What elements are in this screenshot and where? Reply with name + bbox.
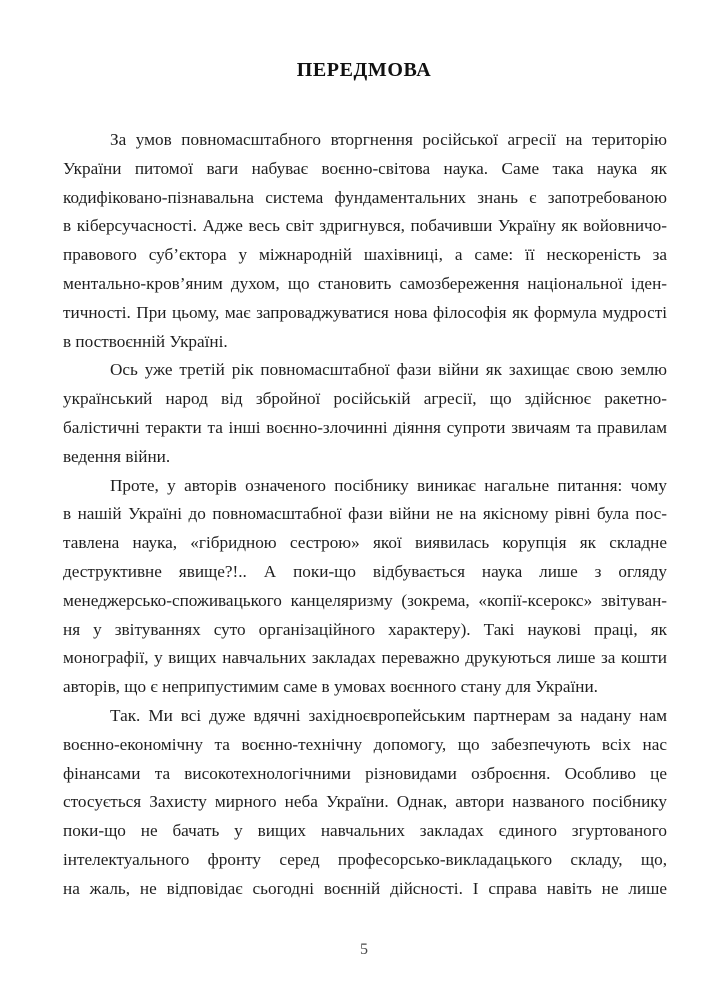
text-line: кодифіковано-пізнавальна система фундаментальних знань є запотребованою <box>63 187 667 207</box>
paragraph <box>63 702 667 904</box>
text-line: ня у звітуваннях суто організаційного характеру). Такі наукові праці, як <box>63 619 667 639</box>
text-line: Проте, у авторів означеного посібнику виникає нагальне питання: чому <box>110 475 667 495</box>
text-line: За умов повномасштабного вторгнення російської агресії на територію <box>110 130 667 149</box>
paragraph <box>63 126 667 356</box>
text-line: деструктивне явище?!.. А поки-що відбувається наука лише з огляду <box>63 561 667 581</box>
text-line: тавлена наука, «гібридною сестрою» якої виявилась корупція як складне <box>63 533 667 553</box>
text-line: Так. Ми всі дуже вдячні західноєвропейським партнерам за надану нам <box>110 705 667 725</box>
text-line: правового суб’єктора у міжнародній шахівниці, а саме: її нескореність за <box>63 245 667 265</box>
page-number: 5 <box>360 941 368 958</box>
text-line: України питомої ваги набуває воєнно-світова наука. Саме така наука як <box>63 158 667 178</box>
page-title: ПЕРЕДМОВА <box>296 59 432 81</box>
paragraph <box>63 356 667 471</box>
paragraph <box>63 472 667 702</box>
text-line: тичності. При цьому, має запроваджуватися нова філософія як формула мудрості <box>63 302 667 322</box>
text-line: інтелектуального фронту серед професорсько-викладацького складу, що, <box>63 849 667 869</box>
text-line: на жаль, не відповідає сьогодні воєнній дійсності. І справа навіть не лише <box>63 878 667 898</box>
text-line: український народ від збройної російській агресії, що здійснює ракетно- <box>63 389 667 409</box>
text-line: менеджерсько-споживацького канцеляризму (зокрема, «копії-ксерокс» звітуван- <box>63 590 667 610</box>
text-line: ментально-кров’яним духом, що становить самозбереження національної іден- <box>63 273 667 293</box>
text-line: Ось уже третій рік повномасштабної фази війни як захищає свою землю <box>110 360 667 380</box>
text-line: стосується Захисту мирного неба України. Однак, автори названого посібнику <box>63 792 667 812</box>
text-line: фінансами та високотехнологічними різновидами озброєння. Особливо це <box>63 763 667 783</box>
text-line: в поствоєнній Україні. <box>63 331 228 351</box>
text-line: в кіберсучасності. Адже весь світ здригнувся, побачивши Україну як войовничо- <box>63 216 667 236</box>
document-body <box>63 126 667 904</box>
text-line: балістичні теракти та інші воєнно-злочинні діяння супроти звичаям та правилам <box>63 417 667 437</box>
text-line: ведення війни. <box>63 446 171 466</box>
text-line: монографії, у вищих навчальних закладах переважно друкуються лише за кошти <box>63 648 667 668</box>
text-line: в нашій Україні до повномасштабної фази війни не на якісному рівні була пос- <box>63 504 667 524</box>
text-line: авторів, що є неприпустимим саме в умовах воєнного стану для України. <box>63 677 598 697</box>
text-line: поки-що не бачать у вищих навчальних закладах єдиного згуртованого <box>63 821 667 841</box>
text-line: воєнно-економічну та воєнно-технічну допомогу, що забезпечують всіх нас <box>63 734 667 754</box>
